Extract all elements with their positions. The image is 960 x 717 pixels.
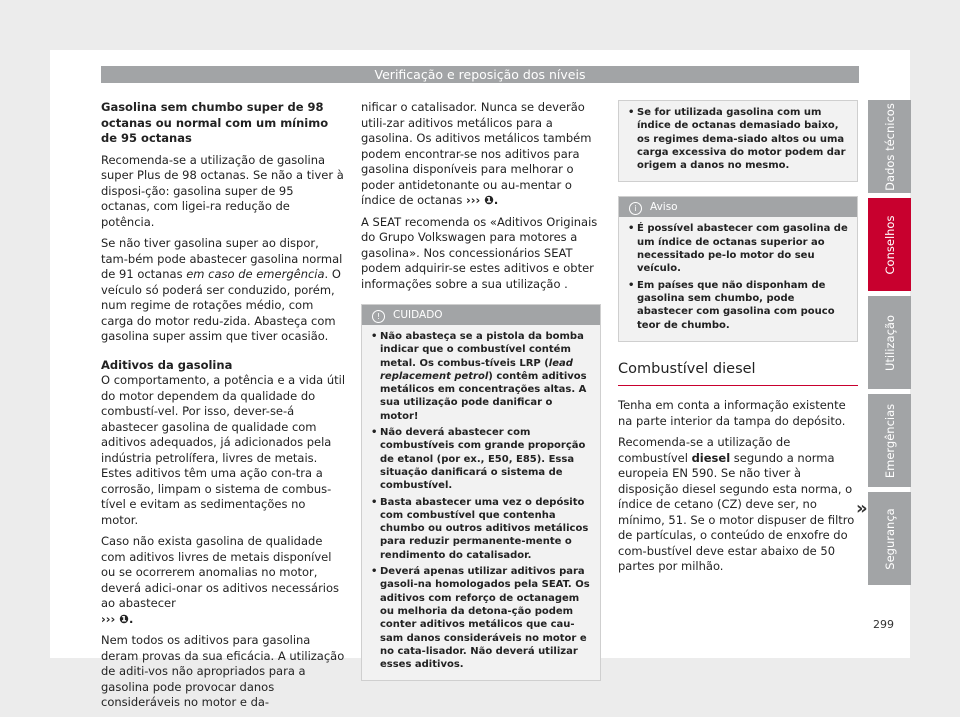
paragraph: A SEAT recomenda os «Aditivos Originais do Grupo Volkswagen para motores a gasolina». Nos concessionários SEAT podem adquirir-se estes aditivos e obter informações sobre a sua utilização . (361, 214, 598, 291)
paragraph: nificar o catalisador. Nunca se deverão utili-zar aditivos metálicos para a gasolina. Os aditivos metálicos também podem encontrar-se nos aditivos para gasolina disponíveis para melhorar o poder antidetonante ou au-mentar o índice de octanas ››› ❶. (361, 100, 592, 207)
paragraph: Recomenda-se a utilização de gasolina super Plus de 98 octanas. Se não a tiver à disposi-ção: gasolina super de 95 octanas, com ligei-ra redução de potência. (101, 152, 344, 229)
cuidado-box (361, 304, 601, 681)
list-item: • Não deverá abastecer com combustíveis com grande proporção de etanol (por ex., E50, E85). Essa situação danificará o sistema de combustível. (371, 426, 591, 492)
paragraph: Caso não exista gasolina de qualidade com aditivos livres de metais disponível ou se ocorrerem anomalias no motor, deverá adici-onar os aditivos necessários ao abastecer ››› ❶. (101, 534, 340, 626)
warning-ref-link[interactable]: ››› ❶. (465, 193, 499, 207)
page-number: 299 (873, 618, 894, 631)
tab-dados-tecnicos[interactable]: Dados técnicos (868, 100, 911, 193)
column-2 (361, 100, 601, 681)
tab-conselhos[interactable]: Conselhos (868, 198, 911, 291)
warning-ref-link[interactable]: ››› ❶. (101, 611, 134, 626)
cuidado-title: CUIDADO (393, 309, 443, 321)
aviso-title: Aviso (650, 201, 678, 214)
list-item: • Basta abastecer uma vez o depósito com combustível que contenha chumbo ou outros aditivos metálicos para reduzir permanente-mente o rendimento do catalisador. (371, 496, 591, 562)
paragraph: Tenha em conta a informação existente na parte interior da tampa do depósito. (618, 398, 846, 428)
column-3 (618, 100, 858, 581)
tab-utilizacao[interactable]: Utilização (868, 296, 911, 389)
column-1 (101, 100, 346, 717)
page-header: Verificação e reposição dos níveis (101, 66, 859, 83)
paragraph: Recomenda-se a utilização de combustível diesel segundo a norma europeia EN 590. Se não tiver à disposição diesel segundo esta norma, o índice de cetano (CZ) deve ser, no mínimo, 51. Se o motor dispuser de filtro de partículas, o conteúdo de enxofre do com-bustível deve estar abaixo de 50 partes por milhão. (618, 435, 855, 574)
continue-mark: » (856, 498, 868, 519)
aviso-box (618, 196, 858, 341)
heading-additives: Aditivos da gasolina (101, 357, 233, 372)
cuidado-box-continued (618, 100, 858, 182)
paragraph: Se não tiver gasolina super ao dispor, tam-bém pode abastecer gasolina normal de 91 octanas em caso de emergência. O veículo só poderá ser conduzido, porém, num regime de rotações médio, com carga do motor redu-zida. Abasteça com gasolina super assim que tiver ocasião. (101, 236, 343, 343)
warning-icon: ! (372, 310, 385, 323)
paragraph: Nem todos os aditivos para gasolina deram provas da sua eficácia. A utilização de aditi-vos não apropriados para a gasolina pode provocar danos consideráveis no motor e da- (101, 633, 345, 709)
info-icon: i (629, 202, 642, 215)
heading-gasoline: Gasolina sem chumbo super de 98 octanas ou normal com um mínimo de 95 octanas (101, 100, 329, 145)
list-item: • Não abasteça se a pistola da bomba indicar que o combustível contém metal. Os combus-tíveis LRP (lead replacement petrol) contêm aditivos metálicos em concentrações altas. A sua utilização pode danificar o motor! (371, 330, 591, 423)
list-item: • Deverá apenas utilizar aditivos para gasoli-na homologados pela SEAT. Os aditivos com reforço de octanagem ou melhoria da detona-ção podem conter aditivos metálicos que cau-sam danos consideráveis no motor e no cata-lisador. Não deverá utilizar esses aditivos. (371, 565, 591, 671)
paragraph: O comportamento, a potência e a vida útil do motor dependem da qualidade do combustí-vel. Por isso, dever-se-á abastecer gasolina de qualidade com aditivos adequados, já adicionados pela indústria petrolífera, livres de metais. Estes aditivos têm uma ação con-tra a corrosão, limpam o sistema de combus-tível e evitam as sedimentações no motor. (101, 373, 346, 527)
section-title-diesel: Combustível diesel (618, 362, 858, 387)
list-item: • Em países que não disponham de gasolina sem chumbo, pode abastecer com gasolina com pouco teor de chumbo. (628, 279, 848, 332)
tab-emergencias[interactable]: Emergências (868, 394, 911, 487)
list-item: • É possível abastecer com gasolina de um índice de octanas superior ao necessitado pe-lo motor do seu veículo. (628, 222, 848, 275)
list-item: • Se for utilizada gasolina com um índice de octanas demasiado baixo, os regimes dema-siado altos ou uma carga excessiva do motor podem dar origem a danos no mesmo. (628, 106, 848, 172)
tab-seguranca[interactable]: Segurança (868, 492, 911, 585)
